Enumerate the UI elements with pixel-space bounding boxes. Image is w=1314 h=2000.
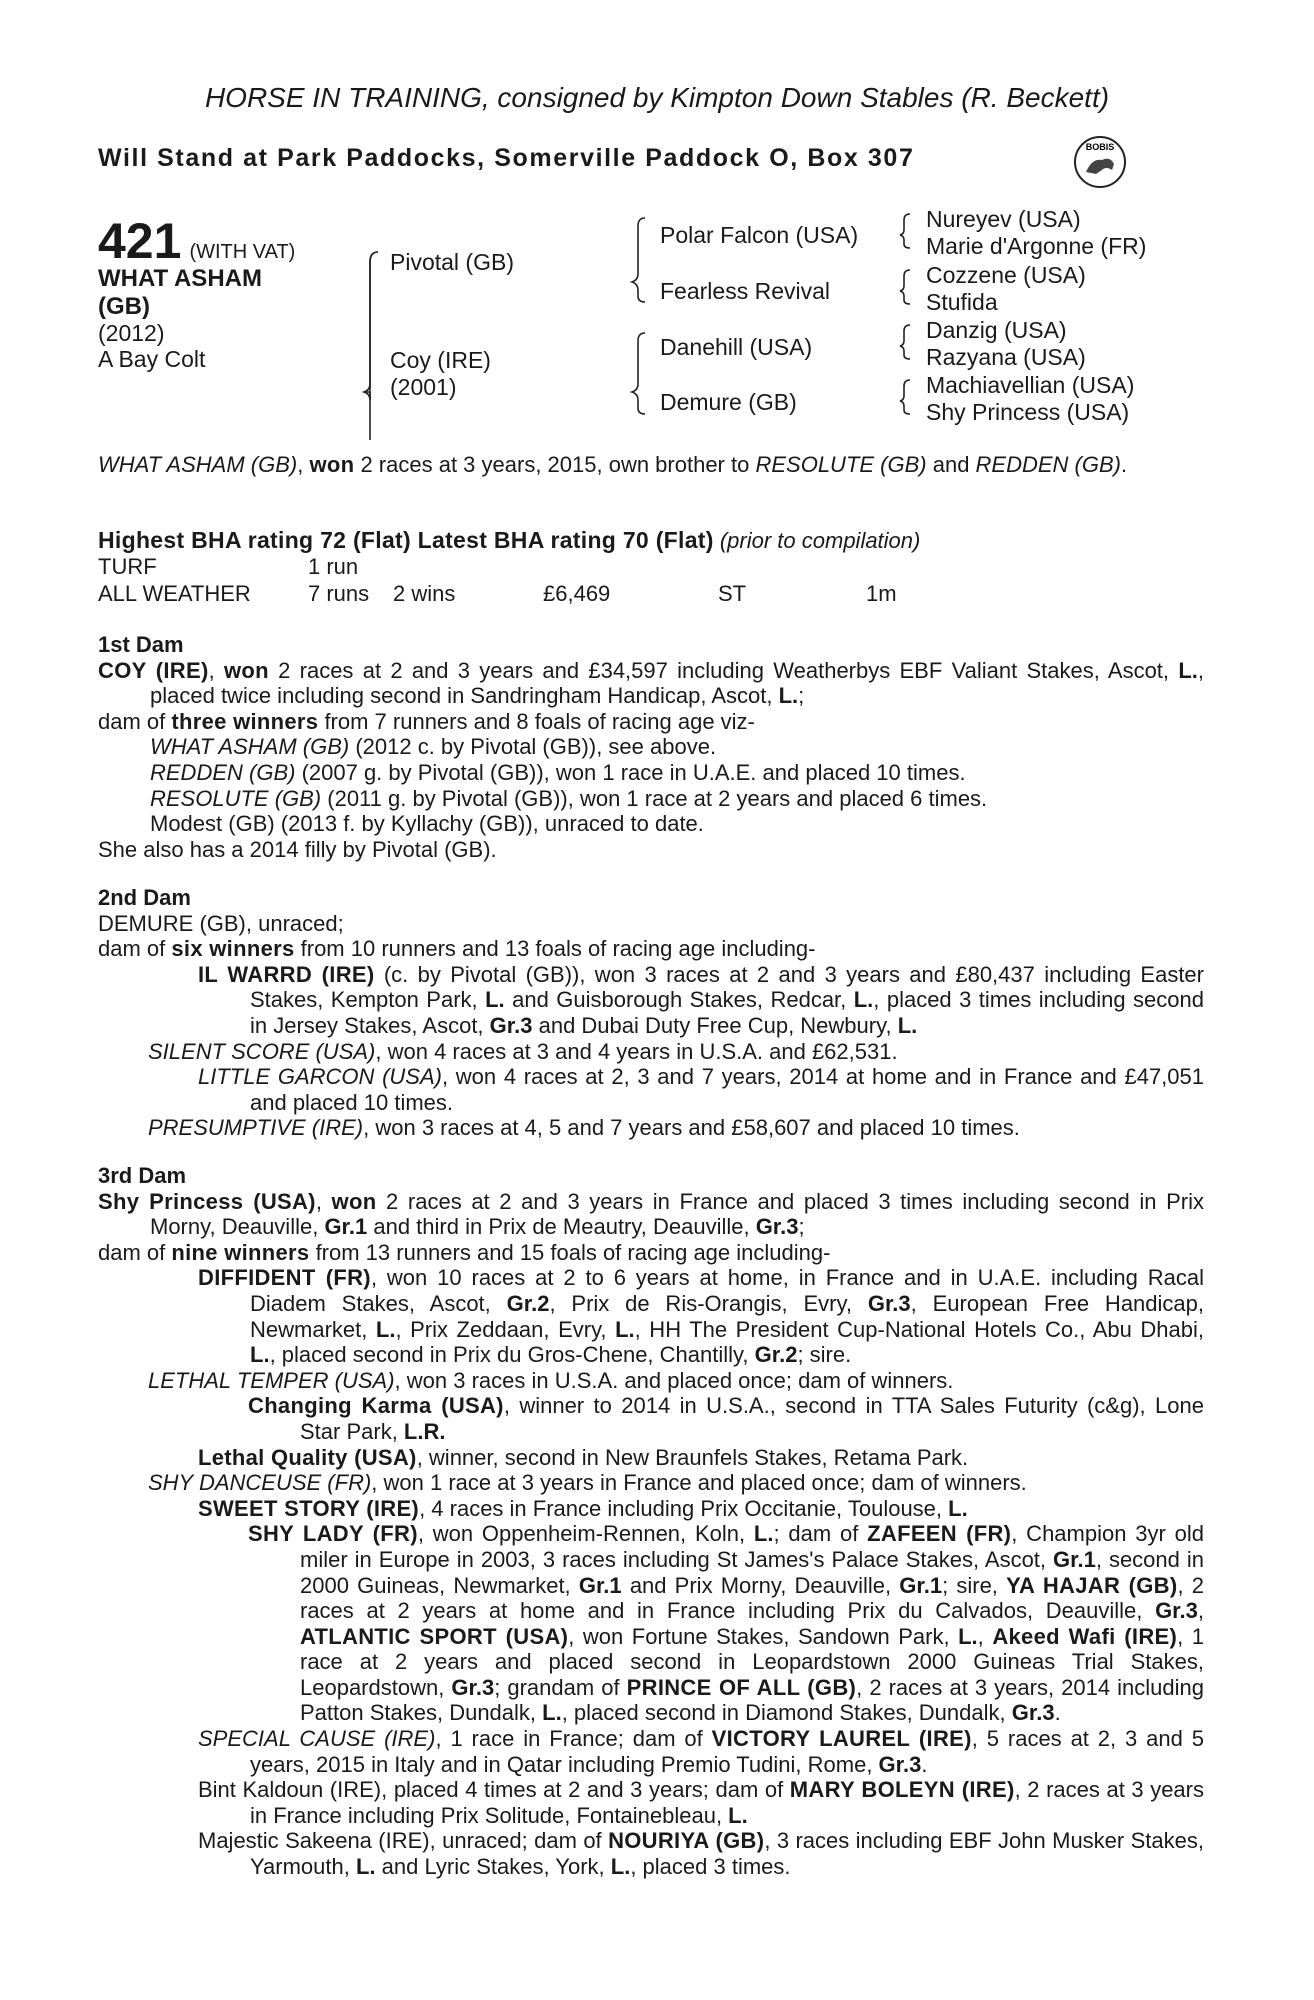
ped-g3: Cozzene (USA) <box>926 262 1086 288</box>
ped-g1: Nureyev (USA) <box>926 206 1081 232</box>
rating-bold: Highest BHA rating 72 (Flat) Latest BHA rating 70 (Flat) <box>98 527 714 553</box>
rating-note: (prior to compilation) <box>719 528 921 553</box>
aw-code: ST <box>718 581 747 606</box>
ped-sire-sire: Polar Falcon (USA) <box>660 222 859 248</box>
bobis-logo-text: BOBIS <box>1085 142 1115 152</box>
aw-prize: £6,469 <box>543 581 611 606</box>
ped-dam-dam: Demure (GB) <box>660 389 797 415</box>
turf-runs: 1 run <box>308 554 359 579</box>
ped-sire-dam: Fearless Revival <box>660 278 830 304</box>
horse-name-line2: (GB) <box>98 293 150 320</box>
horse-year: (2012) <box>98 320 165 346</box>
diffident-entry: DIFFIDENT (FR), won 10 races at 2 to 6 years at home, in France and in U.A.E. including Racal Diadem Stakes, Ascot, Gr.2, Prix de Ris-Orangis, Evry, Gr.3, European Free Handicap, Newmarket, L., Prix Zeddaan, Evry, L., HH The President Cup-National Hotels Co., Abu Dhabi, L., placed second in Prix du Gros-Chene, Chantilly, Gr.2; sire. <box>198 1265 1205 1368</box>
rating-line <box>98 528 1204 554</box>
second-dam-section: 2nd Dam DEMURE (GB), unraced; dam of six winners from 10 runners and 13 foals of racing age including- IL WARRD (IRE) (c. by Pivotal (GB)), won 3 races at 2 and 3 years and £80,437 including Easter Stakes, Kempton Park, L. and Guisborough Stakes, Redcar, L., placed 3 times including second in Jersey Stakes, Ascot, Gr.3 and Dubai Duty Free Cup, Newbury, L. SILENT SCORE (USA), won 4 races at 3 and 4 years in U.S.A. and £62,531. LITTLE GARCON (USA), won 4 races at 2, 3 and 7 years, 2014 at home and in France and £47,051 and placed 10 times. PRESUMPTIVE (IRE), won 3 races at 4, 5 and 7 years and £58,607 and placed 10 times. <box>98 885 1204 1141</box>
third-dam-section: 3rd Dam Shy Princess (USA), won 2 races at 2 and 3 years in France and placed 3 times including second in Prix Morny, Deauville, Gr.1 and third in Prix de Meautry, Deauville, Gr.3; dam of nine winners from 13 runners and 15 foals of racing age including- DIFFIDENT (FR), won 10 races at 2 to 6 years at home, in France and in U.A.E. including Racal Diadem Stakes, Ascot, Gr.2, Prix de Ris-Orangis, Evry, Gr.3, European Free Handicap, Newmarket, L., Prix Zeddaan, Evry, L., HH The President Cup-National Hotels Co., Abu Dhabi, L., placed second in Prix du Gros-Chene, Chantilly, Gr.2; sire. LETHAL TEMPER (USA), won 3 races in U.S.A. and placed once; dam of winners. Changing Karma (USA), winner to 2014 in U.S.A., second in TTA Sales Futurity (c&g), Lone Star Park, L.R. Lethal Quality (USA), winner, second in New Braunfels Stakes, Retama Park. SHY DANCEUSE (FR), won 1 race at 3 years in France and placed once; dam of winners. SWEET STORY (IRE), 4 races in France including Prix Occitanie, Toulouse, L. SHY LADY (FR), won Oppenheim-Rennen, Koln, L.; dam of ZAFEEN (FR), Champion 3yr old miler in Europe in 2003, 3 races including St James's Palace Stakes, Ascot, Gr.1, second in 2000 Guineas, Newmarket, Gr.1 and Prix Morny, Deauville, Gr.1; sire, YA HAJAR (GB), 2 races at 2 years at home and in France including Prix du Calvados, Deauville, Gr.3, ATLANTIC SPORT (USA), won Fortune Stakes, Sandown Park, L., Akeed Wafi (IRE), 1 race at 2 years and placed second in Leopardstown 2000 Guineas Trial Stakes, Leopardstown, Gr.3; grandam of PRINCE OF ALL (GB), 2 races at 3 years, 2014 including Patton Stakes, Dundalk, L., placed second in Diamond Stakes, Dundalk, Gr.3. SPECIAL CAUSE (IRE), 1 race in France; dam of VICTORY LAUREL (IRE), 5 races at 2, 3 and 5 years, 2015 in Italy and in Qatar including Premio Tudini, Rome, Gr.3. Bint Kaldoun (IRE), placed 4 times at 2 and 3 years; dam of MARY BOLEYN (IRE), 2 races at 3 years in France including Prix Solitude, Fontainebleau, L. Majestic Sakeena (IRE), unraced; dam of NOURIYA (GB), 3 races including EBF John Musker Stakes, Yarmouth, L. and Lyric Stakes, York, L., placed 3 times. <box>98 1163 1205 1880</box>
ped-sire: Pivotal (GB) <box>390 249 514 275</box>
page-header: HORSE IN TRAINING, consigned by Kimpton Down Stables (R. Beckett) <box>204 82 1110 113</box>
vat-note: (WITH VAT) <box>189 241 296 263</box>
third-dam-heading: 3rd Dam <box>98 1163 187 1188</box>
horse-name-line1: WHAT ASHAM <box>98 265 262 292</box>
ped-dam-sire: Danehill (USA) <box>660 334 813 360</box>
ped-g8: Shy Princess (USA) <box>926 399 1130 425</box>
stand-location: Will Stand at Park Paddocks, Somerville Paddock O, Box 307 <box>98 144 915 172</box>
ped-g6: Razyana (USA) <box>926 344 1086 370</box>
ped-g2: Marie d'Argonne (FR) <box>926 233 1147 259</box>
aw-wins: 2 wins <box>393 581 456 606</box>
intro-paragraph: WHAT ASHAM (GB), won 2 races at 3 years, 2015, own brother to RESOLUTE (GB) and REDDEN (GB). <box>98 452 1128 477</box>
second-dam-heading: 2nd Dam <box>98 885 191 910</box>
aw-runs: 7 runs <box>308 581 370 606</box>
ped-dam: Coy (IRE) <box>390 347 491 373</box>
lot-number: 421 <box>98 213 182 269</box>
horse-description: A Bay Colt <box>98 346 206 372</box>
turf-label: TURF <box>98 554 157 579</box>
ped-g4: Stufida <box>926 289 998 315</box>
ped-g7: Machiavellian (USA) <box>926 372 1135 398</box>
ped-g5: Danzig (USA) <box>926 317 1067 343</box>
race-record-table <box>98 554 1204 610</box>
first-dam-heading: 1st Dam <box>98 632 184 657</box>
first-dam-section: 1st Dam COY (IRE), won 2 races at 2 and 3 years and £34,597 including Weatherbys EBF Valiant Stakes, Ascot, L., placed twice including second in Sandringham Handicap, Ascot, L.; dam of three winners from 7 runners and 8 foals of racing age viz- WHAT ASHAM (GB) (2012 c. by Pivotal (GB)), see above. REDDEN (GB) (2007 g. by Pivotal (GB)), won 1 race in U.A.E. and placed 10 times. RESOLUTE (GB) (2011 g. by Pivotal (GB)), won 1 race at 2 years and placed 6 times. Modest (GB) (2013 f. by Kyllachy (GB)), unraced to date. She also has a 2014 filly by Pivotal (GB). <box>98 632 1204 862</box>
ped-dam-year: (2001) <box>390 374 457 400</box>
aw-label: ALL WEATHER <box>98 581 251 606</box>
aw-distance: 1m <box>866 581 897 606</box>
shy-lady-entry: SHY LADY (FR), won Oppenheim-Rennen, Koln, L.; dam of ZAFEEN (FR), Champion 3yr old miler in Europe in 2003, 3 races including St James's Palace Stakes, Ascot, Gr.1, second in 2000 Guineas, Newmarket, Gr.1 and Prix Morny, Deauville, Gr.1; sire, YA HAJAR (GB), 2 races at 2 years at home and in France including Prix du Calvados, Deauville, Gr.3, ATLANTIC SPORT (USA), won Fortune Stakes, Sandown Park, L., Akeed Wafi (IRE), 1 race at 2 years and placed second in Leopardstown 2000 Guineas Trial Stakes, Leopardstown, Gr.3; grandam of PRINCE OF ALL (GB), 2 races at 3 years, 2014 including Patton Stakes, Dundalk, L., placed second in Diamond Stakes, Dundalk, Gr.3. <box>248 1521 1205 1726</box>
